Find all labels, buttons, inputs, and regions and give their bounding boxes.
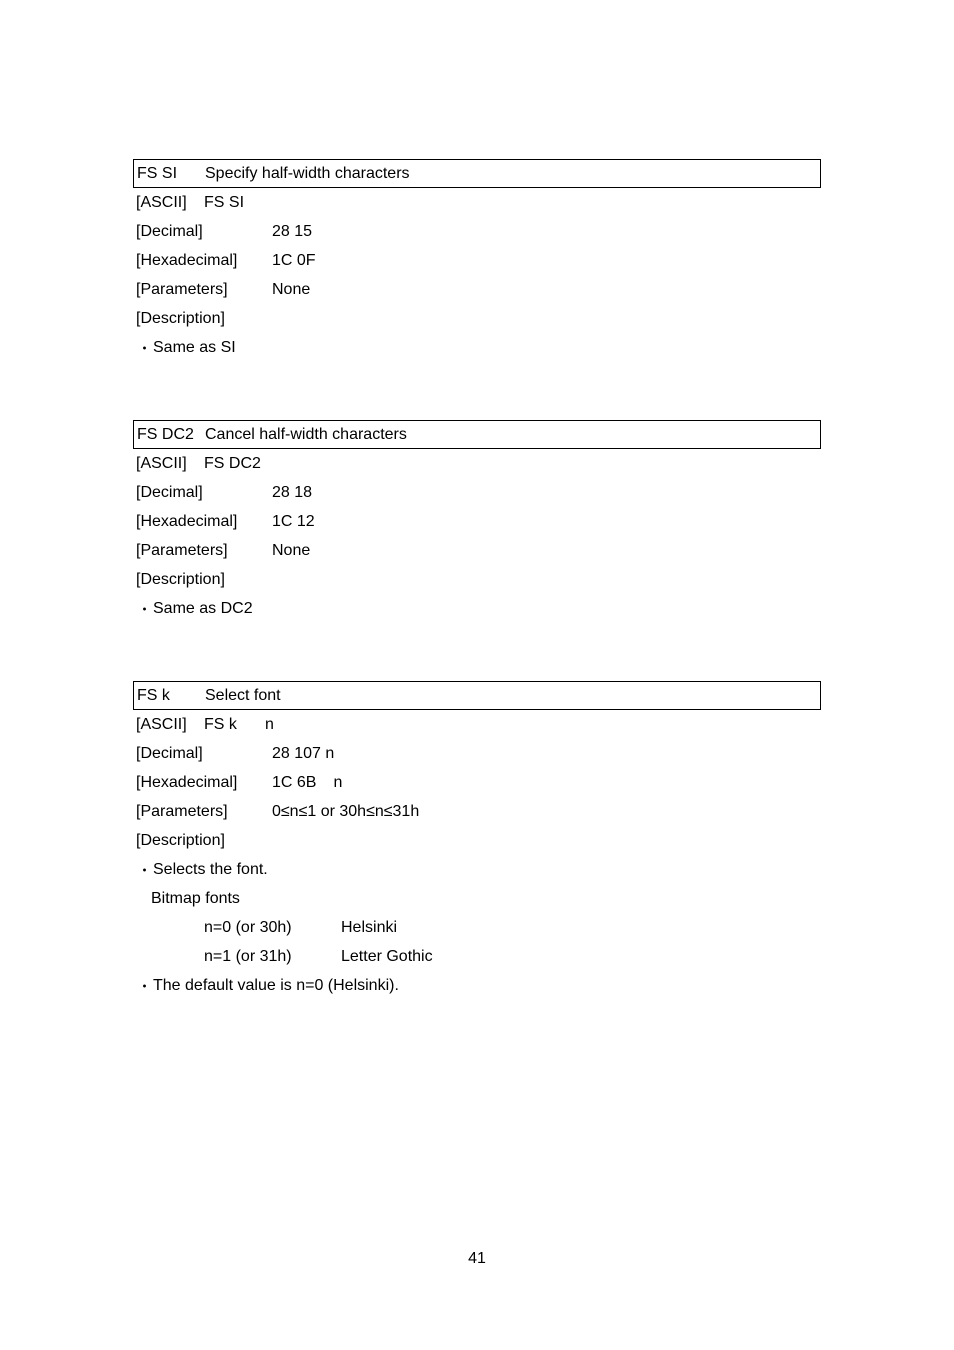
parameters-row (133, 797, 821, 826)
parameters-row (133, 275, 821, 304)
description-label: [Description] (136, 570, 225, 588)
description-row (133, 565, 821, 594)
font-code: n=1 (or 31h) (204, 947, 292, 965)
parameters-row (133, 536, 821, 565)
parameters-value: 0≤n≤1 or 30h≤n≤31h (272, 802, 420, 820)
ascii-label: [ASCII] (136, 715, 187, 733)
ascii-label: [ASCII] (136, 454, 187, 472)
command-title-box (133, 681, 821, 710)
command-title: Cancel half-width characters (205, 425, 407, 443)
ascii-row (133, 188, 821, 217)
font-name: Letter Gothic (341, 947, 433, 965)
hexadecimal-row (133, 768, 821, 797)
decimal-value: 28 18 (272, 483, 313, 501)
hexadecimal-label: [Hexadecimal] (136, 512, 238, 530)
bullet-icon: ・ (136, 341, 153, 358)
ascii-row (133, 449, 821, 478)
decimal-row (133, 739, 821, 768)
font-list-item (133, 942, 821, 971)
font-code: n=0 (or 30h) (204, 918, 292, 936)
hexadecimal-label: [Hexadecimal] (136, 773, 238, 791)
command-section-fs-k (133, 681, 821, 1000)
fonts-heading (133, 884, 821, 913)
ascii-value: FS DC2 (204, 454, 261, 472)
decimal-label: [Decimal] (136, 222, 203, 240)
hexadecimal-row (133, 246, 821, 275)
ascii-value: FS SI (204, 193, 245, 211)
font-list-item (133, 913, 821, 942)
hexadecimal-value: 1C 12 (272, 512, 315, 530)
command-section-fs-si (133, 159, 821, 362)
command-title: Specify half-width characters (205, 164, 410, 182)
command-title-box (133, 159, 821, 188)
description-bullet-row (133, 594, 821, 623)
fonts-heading-text: Bitmap fonts (151, 889, 240, 907)
default-note-row (133, 971, 821, 1000)
font-name: Helsinki (341, 918, 398, 936)
decimal-row (133, 478, 821, 507)
ascii-row (133, 710, 821, 739)
decimal-value: 28 15 (272, 222, 313, 240)
command-title-box (133, 420, 821, 449)
decimal-value: 28 107 n (272, 744, 335, 762)
parameters-value: None (272, 541, 311, 559)
bullet-icon: ・ (136, 979, 153, 996)
decimal-label: [Decimal] (136, 744, 203, 762)
description-label: [Description] (136, 831, 225, 849)
bullet-icon: ・ (136, 863, 153, 880)
default-note-text: The default value is n=0 (Helsinki). (153, 976, 399, 994)
description-bullet-row (133, 333, 821, 362)
command-name: FS DC2 (137, 425, 194, 443)
command-section-fs-dc2 (133, 420, 821, 623)
description-text: Same as SI (153, 338, 236, 356)
description-row (133, 826, 821, 855)
ascii-value: FS k (204, 715, 237, 733)
parameters-label: [Parameters] (136, 280, 228, 298)
parameters-label: [Parameters] (136, 541, 228, 559)
decimal-row (133, 217, 821, 246)
command-title: Select font (205, 686, 281, 704)
description-bullet-row (133, 855, 821, 884)
hexadecimal-param: n (333, 773, 343, 791)
command-name: FS k (137, 686, 170, 704)
ascii-param: n (265, 715, 274, 733)
description-text: Selects the font. (153, 860, 268, 878)
hexadecimal-value: 1C 6B (272, 773, 317, 791)
page-number: 41 (468, 1250, 486, 1267)
description-label: [Description] (136, 309, 225, 327)
hexadecimal-label: [Hexadecimal] (136, 251, 238, 269)
bullet-icon: ・ (136, 602, 153, 619)
parameters-value: None (272, 280, 311, 298)
ascii-label: [ASCII] (136, 193, 187, 211)
description-text: Same as DC2 (153, 599, 253, 617)
decimal-label: [Decimal] (136, 483, 203, 501)
hexadecimal-value: 1C 0F (272, 251, 316, 269)
parameters-label: [Parameters] (136, 802, 228, 820)
hexadecimal-row (133, 507, 821, 536)
description-row (133, 304, 821, 333)
command-name: FS SI (137, 164, 178, 182)
